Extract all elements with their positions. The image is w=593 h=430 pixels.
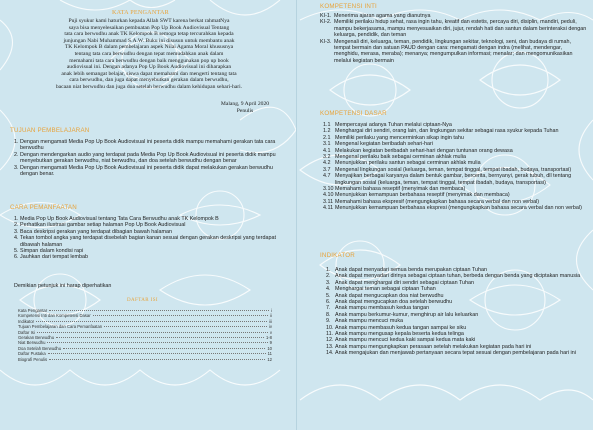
- basic-competence-item-text: Menunjukkan perilaku santun sebagai cerminan akhlak mulia: [335, 160, 481, 167]
- toc-heading: DAFTAR ISI: [127, 298, 158, 303]
- indicator-item-number: 1.: [326, 267, 331, 273]
- signature-place-date: Malang, 9 April 2020: [220, 101, 270, 107]
- signature-block: [200, 101, 290, 114]
- foreword-paragraph: [8, 18, 290, 91]
- indicator-item-number: 3.: [326, 279, 331, 286]
- table-of-contents: [18, 308, 272, 362]
- toc-leader-dots: [49, 359, 265, 360]
- toc-leader-dots: [36, 321, 267, 322]
- basic-competence-item-number: 3.1: [323, 141, 331, 148]
- core-competence-item: [320, 39, 588, 65]
- usage-step-text: Tekan tombol angka yang terdapat disebelah bagian kanan sesuai dengan gerakan deskripsi yang terdapat dibawah halaman: [20, 235, 276, 248]
- indicator-item-text: Anak dapat mengucapkan doa niat berwudhu: [335, 292, 444, 299]
- toc-entry-label: Doa Setelah Berwudhu: [18, 345, 62, 351]
- basic-competence-item-text: Menghargai diri sendiri, orang lain, dan lingkungan sekitar sebagai rasa syukur kepada Tuhan: [335, 128, 559, 135]
- usage-step-text: Media Pop Up Book Audiovisual tentang Tata Cara Berwudhu anak TK Kelompok B: [20, 216, 219, 222]
- foreword-line: audiovisual ini. Dengan adanya Pop Up Book Audiovisual ini diharapkan: [66, 64, 232, 71]
- indicator-item-text: Anak dapat menyadari semua benda merupakan ciptaan Tuhan: [335, 267, 487, 273]
- toc-entry-label: Daftar Isi: [18, 329, 35, 335]
- indicator-item-text: Anak mampu mencuci muka: [335, 318, 404, 325]
- basic-competence-item: [323, 205, 587, 211]
- toc-entry-page: ii: [270, 313, 272, 319]
- indicator-item-number: 12.: [326, 337, 334, 344]
- toc-leader-dots: [48, 353, 266, 354]
- core-competence-item-number: KI-3.: [320, 38, 332, 45]
- usage-step-number: 2.: [14, 222, 19, 229]
- usage-step-number: 3.: [14, 228, 19, 235]
- basic-competence-item-text: Menyajikan berbagai karyanya dalam bentuk gambar, bercerita, bernyanyi, gerak tubuh, dll tentang lingkungan sosial (keluarga, teman, tempat tinggal, tempat ibadah, budaya, transportasi): [335, 173, 572, 186]
- toc-leader-dots: [63, 348, 265, 349]
- foreword-heading: KATA PENGANTAR: [112, 9, 169, 16]
- core-competence-item-number: KI-2.: [320, 19, 332, 26]
- indicator-item-text: Anak dapat mengucapkan doa setelah berwudhu: [335, 299, 453, 306]
- indicator-item-number: 9.: [326, 318, 331, 325]
- usage-step: [14, 235, 282, 248]
- indicator-item-text: Anak dapat menghargai diri sendiri sebagai ciptaan Tuhan: [335, 279, 475, 286]
- usage-list: [14, 216, 282, 261]
- indicator-item-number: 7.: [326, 305, 331, 312]
- toc-entry-page: v: [269, 329, 272, 335]
- basic-competence-item-text: Menunjukkan kemampuan berbahasa reseptif (menyimak dan membaca): [335, 192, 510, 199]
- basic-competence-item-text: Mempercayai adanya Tuhan melalui ciptaan-Nya: [335, 122, 452, 128]
- toc-entry-label: Indikator: [18, 318, 35, 324]
- basic-competence-item-number: 4.7: [323, 173, 331, 180]
- toc-entry-label: Kompetensi Inti dan Kompetensi Dasar: [18, 313, 91, 319]
- toc-entry-page: 11: [267, 351, 272, 357]
- indicator-item-number: 5.: [326, 292, 331, 299]
- indicator-item-text: Anak mampu membasuh kedua tangan: [335, 305, 430, 312]
- toc-leader-dots: [49, 310, 269, 311]
- core-competence-heading: KOMPETENSI INTI: [320, 3, 377, 10]
- goals-heading: TUJUAN PEMBELAJARAN: [10, 127, 90, 134]
- basic-competence-item-number: 3.2: [323, 154, 331, 161]
- toc-entry: [18, 357, 272, 362]
- usage-step-number: 6.: [14, 254, 19, 261]
- indicator-list: [326, 267, 588, 357]
- foreword-line: TK Kelompok B dalam pembelajaran aspek Nilai Agama Moral khususnya: [64, 44, 234, 51]
- toc-entry-label: Biografi Penulis: [18, 356, 48, 362]
- indicator-item-text: Anak mampu mengusap kepala beserta kedua telinga: [335, 331, 464, 338]
- basic-competence-item-number: 4.1: [323, 147, 331, 154]
- basic-competence-item-number: 2.1: [323, 134, 331, 141]
- goal-item-number: 1.: [14, 139, 19, 145]
- indicator-item-number: 8.: [326, 311, 331, 318]
- toc-entry-page: iii: [269, 318, 272, 324]
- basic-competence-item-number: 4.11: [323, 205, 334, 212]
- indicator-item-number: 4.: [326, 286, 331, 293]
- basic-competence-item-text: Mengenal kegiatan beribadah sehari-hari: [335, 141, 433, 148]
- usage-heading: CARA PEMANFAATAN: [10, 204, 77, 211]
- foreword-line: memahami tata cara berwudhu dengan baik menggunakan pop up book: [69, 57, 229, 64]
- basic-competence-item-text: Memahami bahasa ekspresif (mengungkapkan bahasa secara verbal dan non verbal): [335, 198, 540, 205]
- goal-item-number: 3.: [14, 164, 19, 171]
- foreword-line: anak lebih semangat belajar, siswa dapat memahami dan mengerti tentang tata: [61, 70, 237, 77]
- foreword-line: bacaan niat berwudhu dan juga doa setelah berwudhu dalam kehidupan sehari-hari.: [55, 83, 243, 90]
- core-competence-list: [320, 13, 588, 64]
- foreword-line: tata cara berwudhu anak TK Kelompok B semoga tetap tercurahkan kepada: [64, 31, 234, 38]
- left-panel: [0, 0, 296, 430]
- usage-step-text: Perhatikan ilustrasi gambar setiap halaman Pop Up Book Audiovisual: [20, 222, 186, 229]
- usage-step-text: Simpan dalam kondisi rapi: [20, 248, 84, 255]
- indicator-item-text: Anak mengajukan dan menjawab pertanyaan secara tepat sesuai dengan pembelajaran pada hari ini: [335, 350, 576, 357]
- goal-item: [14, 152, 282, 165]
- basic-competence-item: [323, 173, 587, 186]
- basic-competence-item-number: 3.7: [323, 166, 331, 173]
- core-competence-item-text: Mengenali diri, keluarga, teman, pendidik, lingkungan sekitar, teknologi, seni, dan budaya di rumah, tempat bermain dan satuan PAUD dengan cara: mengamati dengan indra (melihat, mendengar, menghidu, merasa, meraba); menanya; mengumpulkan informasi; menalar; dan mengomunikasikan melalui kegiatan bermain: [334, 38, 573, 64]
- basic-competence-item-number: 4.10: [323, 192, 334, 199]
- indicator-item-number: 11.: [326, 331, 334, 338]
- toc-entry-label: Tujuan Pembelajaran dan Cara Pemanfaatan: [18, 324, 103, 330]
- core-competence-item-text: Menerima ajaran agama yang dianutnya: [334, 13, 431, 19]
- core-competence-item: [320, 19, 588, 38]
- toc-entry-page: 1-8: [265, 335, 272, 341]
- indicator-item-text: Anak mampu mencuci kedua kaki sampai kedua mata kaki: [335, 337, 476, 344]
- foreword-line: cara berwudhu, dan juga dapat menyebutkan gerakan dalam berwudhu,: [69, 77, 229, 84]
- foreword-line: saya bisa menyelesaikan pembuatan Pop Up Book Audiovisual Tentang: [68, 24, 230, 31]
- basic-competence-item-number: 3.11: [323, 198, 334, 205]
- toc-leader-dots: [93, 315, 269, 316]
- signature-author: Penulis: [236, 107, 254, 114]
- core-competence-item-number: KI-1.: [320, 13, 332, 19]
- indicator-heading: INDIKATOR: [320, 252, 355, 259]
- indicator-item-number: 10.: [326, 324, 334, 331]
- basic-competence-item-text: Memahami bahasa reseptif (menyimak dan membaca): [335, 186, 466, 193]
- basic-competence-item-number: 4.2: [323, 160, 331, 167]
- usage-step-number: 4.: [14, 235, 19, 242]
- core-competence-item-text: Memiliki perilaku hidup sehat, rasa ingin tahu, kreatif dan estetis, percaya diri, disiplin, mandiri, peduli, mampu bekerjasama, mampu menyesuaikan diri, jujur, rendah hati dan santun dalam berinteraksi dengan keluarga, pendidik, dan teman: [334, 19, 587, 39]
- toc-leader-dots: [104, 326, 267, 327]
- basic-competence-item-number: 1.1: [323, 122, 331, 128]
- goal-item-text: Dengan mendengarkan audio yang terdapat pada Media Pop Up Book Audiovisual ini peserta didik mampu menyebutkan gerakan berwudhu, niat berwudhu, dan doa setelah berwudhu dengan benar: [20, 151, 276, 165]
- indicator-item-number: 6.: [326, 299, 331, 306]
- closing-note: Demikian petunjuk ini harap diperhatikan: [14, 283, 112, 289]
- usage-step-text: Baca deskripsi gerakan yang terdapat dibagian bawah halaman: [20, 228, 172, 235]
- toc-entry-page: i: [271, 308, 272, 313]
- basic-competence-item-number: 1.2: [323, 128, 331, 135]
- usage-step-text: Jauhkan dari tempat lembab: [20, 254, 89, 261]
- foreword-line: Puji syukur kami haturkan kepada Allah SWT karena berkat rahmatNya: [68, 18, 230, 24]
- basic-competence-item-text: Mengenal lingkungan sosial (keluarga, teman, tempat tinggal, tempat ibadah, budaya, transportasi): [335, 166, 572, 173]
- basic-competence-heading: KOMPETENSI DASAR: [320, 110, 387, 117]
- toc-entry-page: iv: [268, 324, 272, 330]
- indicator-item-text: Menghargai teman sebagai ciptaan Tuhan: [335, 286, 436, 293]
- toc-entry-label: Niat Berwudhu: [18, 340, 46, 346]
- goal-item: [14, 139, 282, 152]
- basic-competence-item-text: Menunjukkan kemampuan berbahasa ekspresi (mengungkapkan bahasa secara verbal dan non verbal): [335, 205, 582, 212]
- indicator-item-text: Anak dapat menyadari dirinya sebagai ciptaan tuhan, berbeda dengan benda yang diciptakan manusia: [335, 273, 581, 280]
- indicator-item-number: 2.: [326, 273, 331, 280]
- toc-entry-page: 12: [267, 356, 272, 362]
- goals-list: [14, 139, 282, 177]
- usage-step-number: 1.: [14, 216, 19, 222]
- foreword-line: junjungan Nabi Muhammad S.A.W. Buku ini disusun untuk membantu anak: [63, 37, 235, 44]
- toc-entry-label: Kata Pengantar: [18, 308, 48, 313]
- indicator-item-text: Anak mampu berkumur-kumur, menghirup air lalu keluarkan: [335, 311, 479, 318]
- toc-leader-dots: [37, 332, 268, 333]
- foreword-line: tentang tata cara berwudhu dengan tepat memudahkan anak dalam: [74, 50, 224, 57]
- goal-item: [14, 165, 282, 178]
- toc-leader-dots: [56, 337, 264, 338]
- toc-entry-page: 9: [269, 340, 272, 346]
- usage-step: [14, 254, 282, 260]
- usage-step-number: 5.: [14, 248, 19, 255]
- goal-item-text: Dengan mengamati Media Pop Up Book Audiovisual ini peserta didik mampu memahami gerakan tata cara berwudhu: [20, 139, 276, 152]
- basic-competence-item-text: Mengenal perilaku baik sebagai cerminan akhlak mulia: [335, 154, 466, 161]
- indicator-item-number: 13.: [326, 343, 334, 350]
- basic-competence-item-number: 3.10: [323, 186, 334, 193]
- goal-item-text: Dengan mengamati Media Pop Up Book Audiovisual ini peserta didik dapat melakukan gerakan berwudhu dengan benar.: [20, 164, 273, 178]
- basic-competence-item-text: Melakukan kegiatan beribadah sehari-hari dengan tuntunan orang dewasa: [335, 147, 513, 154]
- toc-entry-page: 10: [267, 345, 272, 351]
- toc-entry-label: Daftar Pustaka: [18, 351, 46, 357]
- toc-leader-dots: [47, 342, 267, 343]
- toc-entry-label: Gerakan Berwudhu: [18, 335, 55, 341]
- right-panel: [297, 0, 593, 430]
- indicator-item-number: 14.: [326, 350, 334, 357]
- basic-competence-item-text: Memiliki perilaku yang mencerminkan sikap ingin tahu: [335, 134, 464, 141]
- indicator-item-text: Anak mampu membasuh kedua tangan sampai ke siku: [335, 324, 467, 331]
- indicator-item-text: Anak mampu mengungkapkan perasaan setelah melakukan kegiatan pada hari ini: [335, 343, 532, 350]
- basic-competence-list: [323, 122, 587, 212]
- indicator-item: [326, 350, 588, 356]
- goal-item-number: 2.: [14, 151, 19, 158]
